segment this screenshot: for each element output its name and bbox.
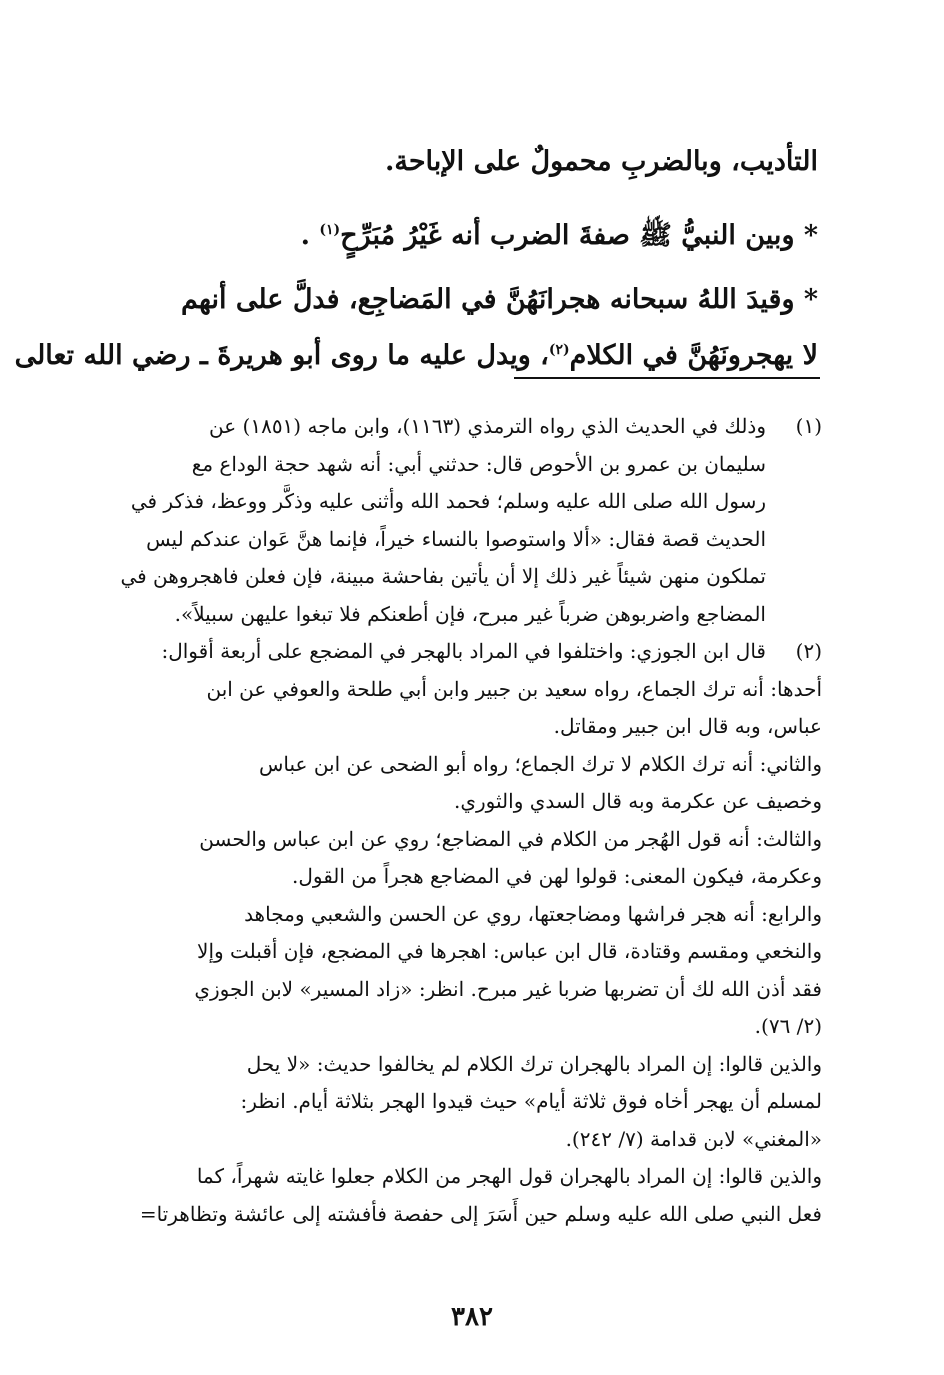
- footnotes: [100, 408, 822, 1233]
- footnote-line: فعل النبي صلى الله عليه وسلم حين أَسَرَ إلى حفصة فأفشته إلى عائشة وتظاهرتا=: [139, 1201, 822, 1226]
- footnote-line: تملكون منهن شيئاً غير ذلك إلا أن يأتين بفاحشة مبينة، فإن فعلن فاهجروهن في: [120, 564, 766, 588]
- footnote-line: والثالث: أنه قول الهُجر من الكلام في المضاجع؛ روي عن ابن عباس والحسن: [199, 826, 822, 851]
- footnote-number: (٢): [795, 639, 822, 663]
- footnote-line: فقد أذن الله لك أن تضربها ضربا غير مبرح. انظر: «زاد المسير» لابن الجوزي: [194, 976, 822, 1001]
- footnote-1: [100, 408, 822, 633]
- footnote-line: سليمان بن عمرو بن الأحوص قال: حدثني أبي: أنه شهد حجة الوداع مع: [191, 451, 766, 476]
- main-text: [14, 130, 818, 388]
- main-line: التأديب، وبالضربِ محمولٌ على الإباحة.: [384, 146, 818, 177]
- footnote-ref: (١): [319, 222, 341, 238]
- footnote-line: «المغني» لابن قدامة (٧/ ٢٤٢).: [565, 1126, 822, 1151]
- footnote-line: وخصيف عن عكرمة وبه قال السدي والثوري.: [454, 789, 822, 813]
- main-line: * وقيدَ اللهُ سبحانه هجرانَهُنَّ في المَضاجِع، فدلَّ على أنهم: [181, 284, 818, 315]
- footnote-2-continuation: [100, 671, 822, 1234]
- footnote-2: [100, 633, 822, 671]
- footnote-line: قال ابن الجوزي: واختلفوا في المراد بالهجر في المضجع على أربعة أقوال:: [161, 639, 766, 663]
- footnote-line: والثاني: أنه ترك الكلام لا ترك الجماع؛ رواه أبو الضحى عن ابن عباس: [258, 751, 822, 776]
- footnote-separator: [514, 377, 820, 379]
- footnote-ref: (٢): [548, 342, 570, 358]
- footnote-line: لمسلم أن يهجر أخاه فوق ثلاثة أيام» حيث قيدوا الهجر بثلاثة أيام. انظر:: [240, 1089, 822, 1113]
- main-line: * وبين النبيُّ ﷺ صفةَ الضرب أنه غَيْرُ مُبَرِّحٍ$^{(١)}$ .: [300, 220, 818, 251]
- footnote-line: رسول الله صلى الله عليه وسلم؛ فحمد الله وأثنى عليه وذكَّر ووعظ، فذكر في: [130, 489, 766, 513]
- footnote-line: (٢/ ٧٦).: [754, 1014, 822, 1038]
- page-number: ٣٨٢: [451, 1302, 493, 1332]
- footnote-line: وعكرمة، فيكون المعنى: قولوا لهن في المضاجع هجراً من القول.: [291, 864, 822, 888]
- footnote-line: والرابع: أنه هجر فراشها ومضاجعتها، روي عن الحسن والشعبي ومجاهد: [244, 901, 822, 926]
- footnote-line: عباس، وبه قال ابن جبير ومقاتل.: [553, 714, 822, 738]
- footnote-line: والذين قالوا: إن المراد بالهجران قول الهجر من الكلام جعلوا غايته شهراً، كما: [196, 1164, 822, 1188]
- footnote-number: (١): [795, 414, 822, 438]
- main-line: لا يهجرونَهُنَّ في الكلام$^{(٢)}$، ويدل عليه ما روى أبو هريرةَ ـ رضي الله تعالى: [14, 340, 818, 371]
- footnote-line: والنخعي ومقسم وقتادة، قال ابن عباس: اهجرها في المضجع، فإن أقبلت وإلا: [197, 939, 822, 963]
- footnote-line: أحدها: أنه ترك الجماع، رواه سعيد بن جبير وابن أبي طلحة والعوفي عن ابن: [206, 676, 822, 701]
- footnote-line: وذلك في الحديث الذي رواه الترمذي (١١٦٣)، وابن ماجه (١٨٥١) عن: [209, 414, 766, 438]
- footnote-line: والذين قالوا: إن المراد بالهجران ترك الكلام لم يخالفوا حديث: «لا يحل: [246, 1051, 822, 1076]
- footnote-line: المضاجع واضربوهن ضرباً غير مبرح، فإن أطعنكم فلا تبغوا عليهن سبيلاً».: [174, 601, 766, 626]
- footnote-line: الحديث قصة فقال: «ألا واستوصوا بالنساء خيراً، فإنما هنَّ عَوان عندكم ليس: [146, 526, 766, 551]
